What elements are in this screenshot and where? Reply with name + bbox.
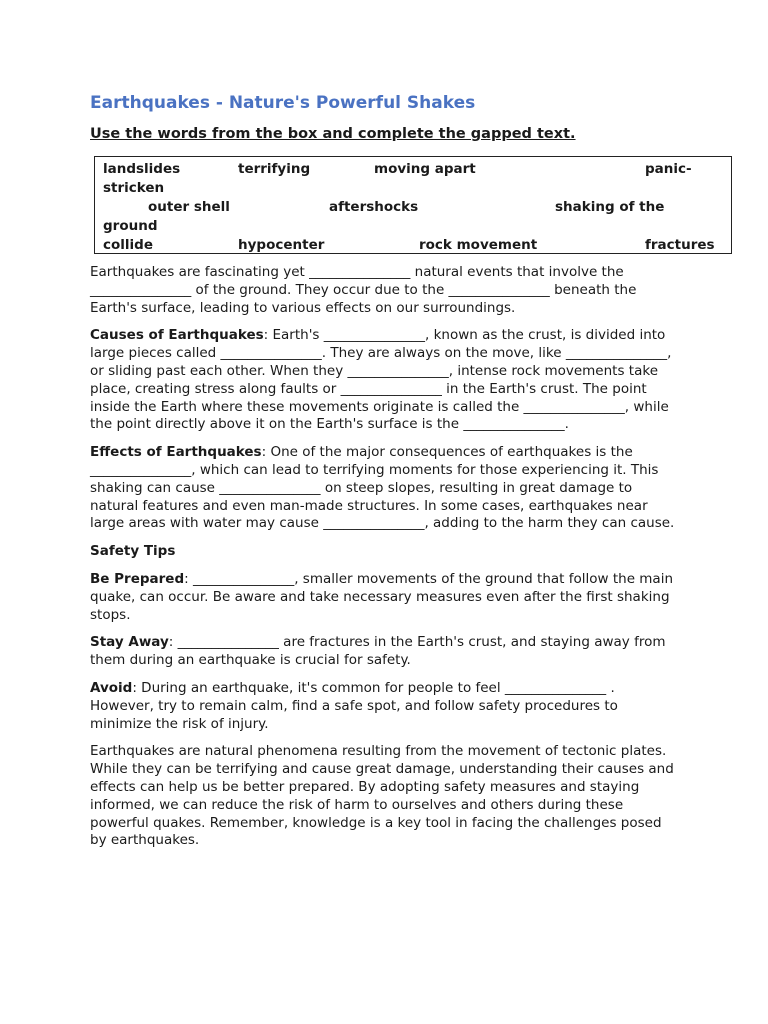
effects-paragraph [90,444,680,533]
word-collide: collide [103,237,153,253]
stay-away-text: : _______________ are fractures in the Earth's crust, and staying away from them during an earthquake is crucial for safety. [90,634,666,669]
avoid-label: Avoid [90,679,133,696]
avoid-text: : During an earthquake, it's common for people to feel _______________ . However, try to remain calm, find a safe spot, and follow safety procedures to minimize the risk of injury. [90,679,618,732]
word-hypocenter: hypocenter [238,237,325,253]
word-box [94,156,732,254]
be-prepared-label: Be Prepared [90,570,185,587]
word-rock-movement: rock movement [419,237,538,253]
causes-text: : Earth's _______________, known as the crust, is divided into large pieces called _______________. They are always on the move, like _______________, or sliding past each other. When they _______________, intense rock movements take place, creating stress along faults or _______________ in the Earth's crust. The point inside the Earth where these movements originate is called the _______________, while the point directly above it on the Earth's surface is the _______________. [90,327,672,433]
word-panic-stricken-part2: stricken [103,180,165,196]
effects-text: : One of the major consequences of earthquakes is the _______________, which can lead to terrifying moments for those experiencing it. This shaking can cause _______________ on steep slopes, resulting in great damage to natural features and even man-made structures. In some cases, earthquakes near large areas with water may cause _______________, adding to the harm they can cause. [90,444,675,532]
word-panic-stricken-part1: panic- [645,161,692,177]
safety-heading: Safety Tips [90,543,176,560]
intro-paragraph: Earthquakes are fascinating yet _______________ natural events that involve the _______________ of the ground. They occur due to the _______________ beneath the Earth's surface, leading to various effects on our surroundings. [90,264,637,316]
effects-label: Effects of Earthquakes [90,444,262,461]
word-outer-shell: outer shell [148,199,230,215]
instruction-text: Use the words from the box and complete the gapped text. [90,126,576,142]
word-terrifying: terrifying [238,161,311,177]
word-landslides: landslides [103,161,181,177]
word-shaking-part1: shaking of the [555,199,665,215]
avoid-paragraph [90,680,680,733]
word-aftershocks: aftershocks [329,199,419,215]
stay-away-paragraph [90,634,680,670]
be-prepared-paragraph [90,571,680,624]
page-title: Earthquakes - Nature's Powerful Shakes [90,93,476,113]
word-moving-apart: moving apart [374,161,476,177]
word-fractures: fractures [645,237,715,253]
causes-label: Causes of Earthquakes [90,327,264,344]
word-shaking-part2: ground [103,218,158,234]
conclusion-paragraph: Earthquakes are natural phenomena resulting from the movement of tectonic plates. While they can be terrifying and cause great damage, understanding their causes and effects can help us be better prepared. By adopting safety measures and staying informed, we can reduce the risk of harm to ourselves and others during these powerful quakes. Remember, knowledge is a key tool in facing the challenges posed by earthquakes. [90,743,674,849]
causes-paragraph [90,327,680,434]
be-prepared-text: : _______________, smaller movements of the ground that follow the main quake, can occur. Be aware and take necessary measures even after the first shaking stops. [90,570,674,623]
worksheet-page [90,92,715,860]
stay-away-label: Stay Away [90,634,169,651]
